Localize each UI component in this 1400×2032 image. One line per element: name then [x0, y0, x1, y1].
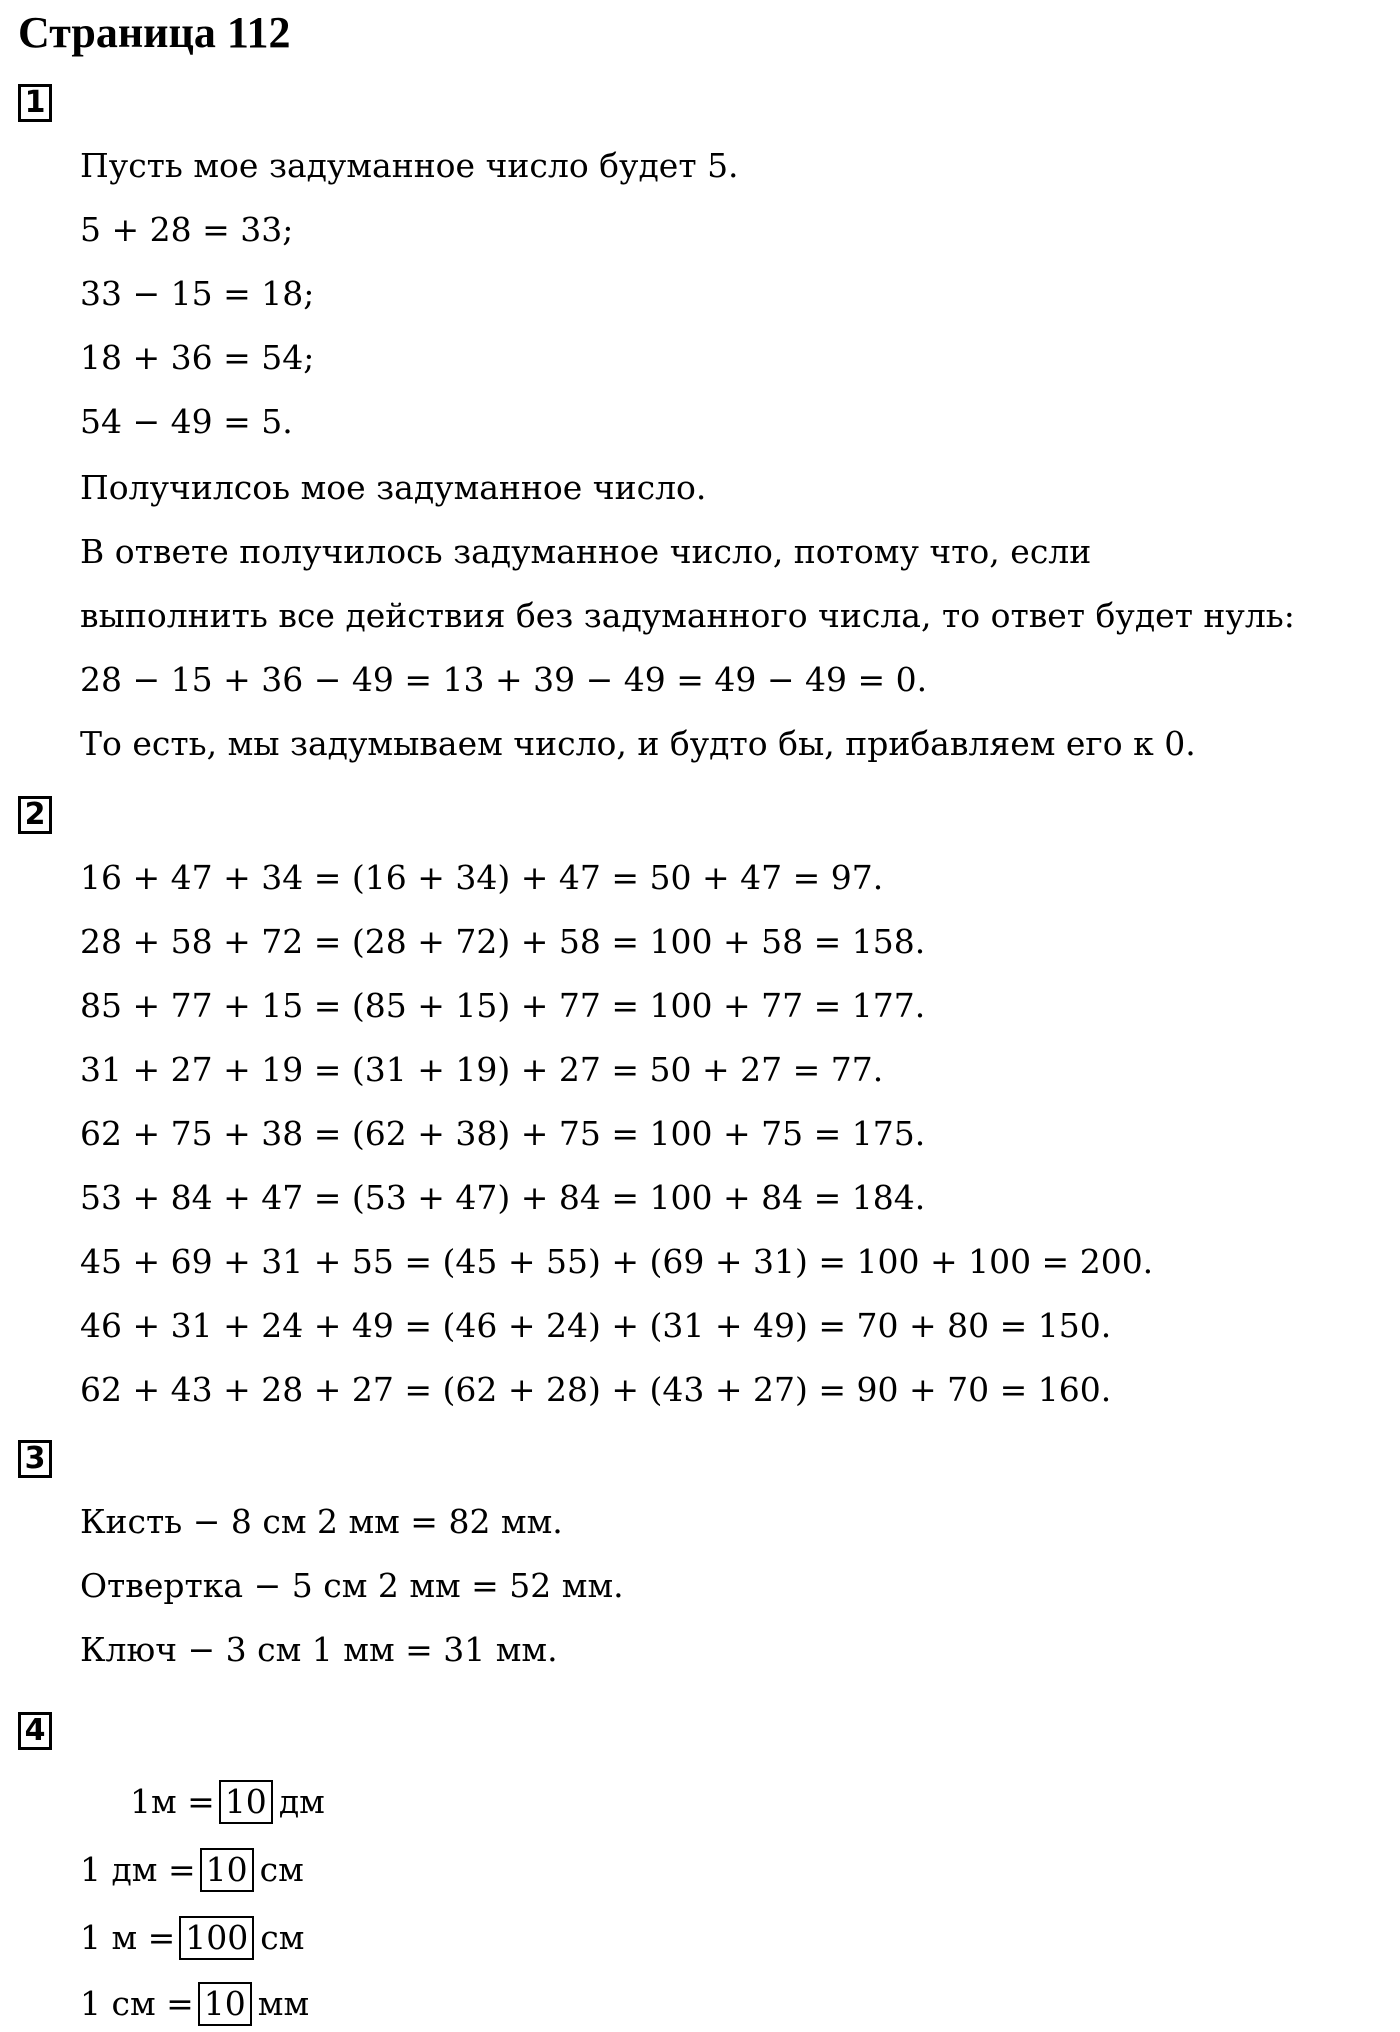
task-number-1: 1	[18, 84, 52, 122]
task-1-line: выполнить все действия без задуманного числа, то ответ будет нуль:	[80, 596, 1295, 635]
answer-box: 10	[198, 1982, 252, 2026]
task-1-line: 5 + 28 = 33;	[80, 210, 294, 249]
conversion-row	[80, 1914, 304, 1962]
task-2-line: 46 + 31 + 24 + 49 = (46 + 24) + (31 + 49) = 70 + 80 = 150.	[80, 1306, 1112, 1345]
conversion-row	[80, 1846, 304, 1894]
task-1-line: 28 − 15 + 36 − 49 = 13 + 39 − 49 = 49 − 49 = 0.	[80, 660, 928, 699]
conversion-row	[130, 1778, 325, 1826]
task-2-line: 31 + 27 + 19 = (31 + 19) + 27 = 50 + 27 = 77.	[80, 1050, 884, 1089]
task-number-4: 4	[18, 1712, 52, 1750]
conversion-row	[80, 1980, 309, 2028]
task-3-line: Отвертка − 5 см 2 мм = 52 мм.	[80, 1566, 624, 1605]
task-2-line: 45 + 69 + 31 + 55 = (45 + 55) + (69 + 31) = 100 + 100 = 200.	[80, 1242, 1154, 1281]
task-3-line: Ключ − 3 см 1 мм = 31 мм.	[80, 1630, 558, 1669]
task-1-line: То есть, мы задумываем число, и будто бы, прибавляем его к 0.	[80, 724, 1196, 763]
conversion-left: 1м =	[130, 1782, 215, 1821]
task-2-line: 85 + 77 + 15 = (85 + 15) + 77 = 100 + 77 = 177.	[80, 986, 926, 1025]
conversion-left: 1 см =	[80, 1984, 194, 2023]
task-1-line: 54 − 49 = 5.	[80, 402, 293, 441]
task-3-line: Кисть − 8 см 2 мм = 82 мм.	[80, 1502, 563, 1541]
task-number-3: 3	[18, 1440, 52, 1478]
answer-box: 100	[179, 1916, 254, 1960]
answer-box: 10	[219, 1780, 273, 1824]
page-title: Страница 112	[18, 8, 291, 57]
task-1-line: Пусть мое задуманное число будет 5.	[80, 146, 739, 185]
task-2-line: 16 + 47 + 34 = (16 + 34) + 47 = 50 + 47 = 97.	[80, 858, 884, 897]
task-1-line: 18 + 36 = 54;	[80, 338, 315, 377]
conversion-unit: см	[259, 1850, 304, 1889]
task-2-line: 28 + 58 + 72 = (28 + 72) + 58 = 100 + 58 = 158.	[80, 922, 926, 961]
task-2-line: 53 + 84 + 47 = (53 + 47) + 84 = 100 + 84 = 184.	[80, 1178, 926, 1217]
task-1-line: Получилсоь мое задуманное число.	[80, 468, 707, 507]
conversion-unit: дм	[278, 1782, 325, 1821]
task-1-line: 33 − 15 = 18;	[80, 274, 315, 313]
conversion-unit: мм	[257, 1984, 310, 2023]
conversion-left: 1 дм =	[80, 1850, 196, 1889]
answer-box: 10	[200, 1848, 254, 1892]
conversion-unit: см	[260, 1918, 305, 1957]
task-1-line: В ответе получилось задуманное число, потому что, если	[80, 532, 1092, 571]
task-2-line: 62 + 75 + 38 = (62 + 38) + 75 = 100 + 75 = 175.	[80, 1114, 926, 1153]
conversion-left: 1 м =	[80, 1918, 176, 1957]
task-2-line: 62 + 43 + 28 + 27 = (62 + 28) + (43 + 27) = 90 + 70 = 160.	[80, 1370, 1112, 1409]
task-number-2: 2	[18, 796, 52, 834]
